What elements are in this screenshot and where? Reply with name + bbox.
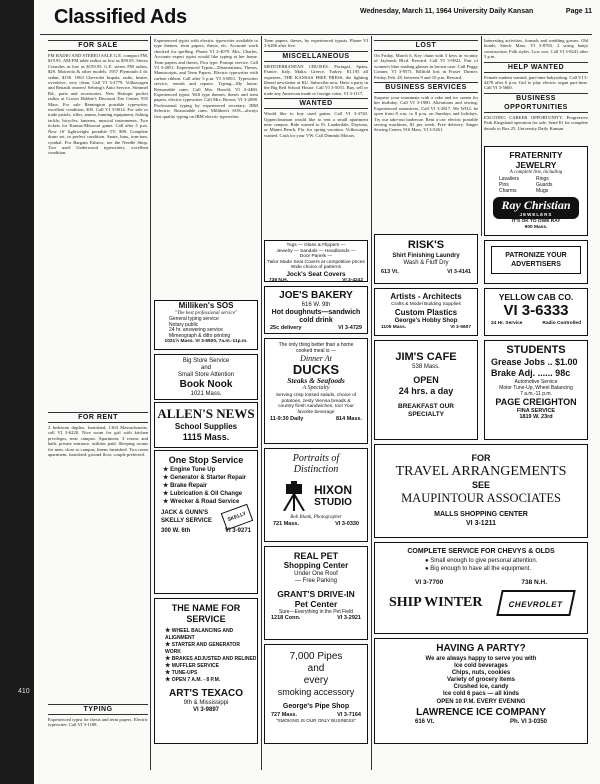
ad-millikens-sos [154,300,258,350]
classified-text: Surprise your roommate with a cake and ice cream for her birthday. Call VI 3-1980. Alterations and sewing. Experienced seamstress. Call VI 3-2817. We WILL be open from 8 a.m. to 8 p.m. on Sundays and holidays. Try our take-out barbecue. Rent a car: electric portable sewing machines, $1 per week. Free delivery. Singer Sewing Center, 916 Mass. VI 3-5261. [374,95,478,133]
ad-maupintour [374,444,588,538]
star-icon: ★ [163,467,169,473]
ad-list-item: Ice cold beverages [454,663,508,669]
classified-text: Experienced typist for thesis and term papers. Electric typewriter. Call VI 3-1188. [48,717,148,728]
classified-text: Term papers, theses, by experienced typists. Phone VI 3-6286 after five. [264,38,368,49]
ad-list-item: Chips, nuts, cookies [451,670,511,676]
section-heading: FOR RENT [48,412,148,423]
column-miscellaneous [264,38,368,238]
ad-phone: VI 3-6333 [503,302,569,319]
ad-line: 7,000 Pipes [289,651,343,662]
ad-line: Tailor Made Seat Covers at competitive prices [267,259,365,265]
classified-text: Experienced typist with electric typewriter available to type themes, term papers, thesis, etc. Accurate work checked for spelling. Phone VI 2-4079. Mrs. Charles. Accurate expert typist would like typing at her home. Term papers and theses, Pica type. Prompt service. Call VI 3-2851. Experienced Typist—Dissertations, Theses, Manuscripts, and Term Papers. Electric typewriter with carbon ribbon. Call after 5 p.m. VI 3-8811. Typewriter service, rentals and repairs. Typing—My home. Reasonable rates. Call Mrs. Harold, VI 3-4460. Experienced typist. Will type themes, theses and term papers, electric typewriter. Call Mrs. Brown, VI 3-2098. Professional typing by experienced secretary. IBM Selectric. Reasonable rates. Milliken's SOS—always first quality typing on IBM electric typewriter. [154,38,258,119]
logo-text: Ray Christian [501,198,571,212]
column-typing-services [154,38,258,296]
ad-price: 25c delivery [270,325,302,331]
column-rule [481,36,482,236]
ad-tagline: "The best professional service" [174,311,238,316]
ad-phone: VI 3-0330 [335,521,359,527]
ad-line: Automotive Service [514,379,558,385]
ad-subtitle: Shirt Finishing Laundry [392,253,460,259]
ad-name: ALLEN'S NEWS [157,406,255,421]
ad-name: LAWRENCE ICE COMPANY [416,707,546,718]
ad-phone: VI 3-7164 [337,712,361,718]
ad-address: 613 Vt. [381,269,399,275]
ad-list-item: WHEEL BALANCING AND ALIGNMENT [165,628,234,641]
ad-tagline: IT'S OK TO OWE RAY [511,219,561,224]
ad-line: Hot doughnuts—sandwich [271,309,361,316]
ad-subtitle: School Supplies [174,422,238,431]
ad-hours: 7 a.m.-11 p.m. [520,391,552,397]
ad-address: 738 N.H. [269,277,288,282]
ad-subtitle: Crafts & Model Building Supplies [391,302,461,307]
ad-name: ART'S TEXACO [168,688,244,699]
ad-subtitle: FINA SERVICE [516,408,556,414]
ad-list-item: Crushed ice, candy [453,684,509,690]
ad-address: 616 Vt. [415,719,435,725]
ad-line: and [307,663,325,674]
page-title: Classified Ads [54,6,187,28]
star-icon: ★ [163,483,169,489]
ad-line: Motor Tune-Up, Wheel Balancing [499,385,573,391]
ad-line: Grease Jobs .. $1.00 [491,357,578,367]
ad-joes-bakery [264,286,368,334]
star-icon: ★ [163,491,169,497]
ad-ducks [264,338,368,444]
ad-address: 814 Mass. [336,416,362,423]
ad-address: 900 Mass. [524,225,548,230]
ad-line: Jewelry — Sandals — Headbands — [276,248,356,254]
masthead [40,4,592,34]
column-help-wanted [484,38,588,142]
logo-text: SKELLY [226,510,248,524]
ad-phone: VI 3-9897 [192,707,220,713]
ad-line: SEE [471,480,490,490]
section-heading: HELP WANTED [484,62,588,73]
classified-text: On Friday, March 6, Key chain with 3 keys in vicinity of Jayhawk Blvd. Reward. Call VI 3-9922. Pair of women's blue reading glasses in brown case. Call Peggy Conner, VI 3-9571. Billfold lost in Fraser Theater. Friday, Feb. 28, between 9 and 10 p.m. Reward. [374,53,478,80]
column-lost [374,38,478,230]
classified-text: Female student wanted, part-time babysitting. Call VI 3-4478 after 6 p.m. Girl to play electric organ part-time. Call VI 3-5660. [484,74,588,91]
column-typing [48,702,148,768]
ad-line: FRATERNITY [509,150,563,160]
ad-line: BREAKFAST OUR [398,403,454,410]
newspaper-page [40,4,592,774]
ad-subtitle: Steaks & Seafoods [287,376,345,385]
page-edge [0,0,34,784]
ad-line: SPECIALTY [408,411,444,418]
ad-list-item: Wrecker & Road Service [170,499,240,505]
ad-name: Jock's Seat Covers [286,270,346,278]
chevrolet-logo [496,590,575,616]
ad-list-item: 24 hr. answering service [169,327,223,333]
ad-list-item: OPEN 7 A.M. - 8 P.M. [171,677,221,683]
ad-name: GRANT'S DRIVE-IN [277,589,355,599]
ad-line: TRAVEL ARRANGEMENTS [395,464,567,479]
star-icon: ★ [165,670,171,676]
ad-name: YELLOW CAB CO. [498,292,574,302]
column-for-sale [48,38,148,408]
ad-title: STUDENTS [506,344,566,356]
ad-name: SHIP WINTER [389,595,483,610]
ad-name: Milliken's SOS [178,301,234,310]
ad-grants-pet-center [264,546,368,640]
ad-phone: VI 3-9271 [224,528,251,534]
ad-line: George's Hobby Shop [394,318,458,324]
ad-line: Shopping Center [283,561,349,570]
star-icon: ★ [165,628,171,634]
ad-seat-covers [264,240,368,282]
page-number: Page 11 [565,8,592,15]
ad-name: MAUPINTOUR ASSOCIATES [401,491,561,505]
ad-line: Dinner At [300,354,332,363]
ad-lawrence-ice-company [374,638,588,744]
ad-description: Serving crisp tossed salads, choice of potatoes, zesty Vienna breads & country fresh sandwiches, too! Your favorite beverage [275,393,357,415]
ad-line: Custom Plastics [394,308,458,317]
ad-line: every [303,675,329,686]
ad-list-item: Engine Tune Up [170,467,216,473]
ad-title: COMPLETE SERVICE FOR CHEVYS & OLDS [407,548,555,555]
ad-line: A complete line, including [509,170,563,175]
logo-subtext: JEWELERS [519,212,553,217]
dateline: Wednesday, March 11, 1964 University Daily Kansan [360,8,534,15]
ad-line: OPEN 10 P.M. EVERY EVENING [436,699,526,705]
ad-line: — Free Parking [294,578,337,584]
classified-text: EXCITING CAREER OPPORTUNITY. Progressive Park Kingsland operation for sale. Send $1 for complete details to Box 25, University Daily Kansan. [484,114,588,131]
ad-photographer: Bob Blank, Photographer [290,515,342,520]
ad-address: 1115 Mass. [182,432,230,442]
section-heading: LOST [374,40,478,51]
ad-page-creighton-fina [484,340,588,440]
ad-list-item: Rings [536,176,549,182]
star-icon: ★ [165,642,171,648]
ad-line: Portraits of [292,453,340,464]
ad-georges-pipe-shop [264,644,368,744]
ad-list-item: Mimeograph & ditto printing [169,332,231,339]
ad-line: and [200,365,211,371]
ad-address: 616 W. 9th [301,302,331,308]
section-heading: FOR SALE [48,40,148,51]
ad-jims-cafe [374,340,478,440]
ad-book-nook [154,354,258,400]
ad-address: 300 W. 6th [161,528,191,534]
column-rule [150,36,151,770]
ad-line: The only thing better than a home cooked meal is — [278,342,354,354]
ad-name: JIM'S CAFE [395,351,457,363]
ad-list-item: Generator & Starter Repair [170,475,247,481]
masthead-rule [40,34,592,35]
ad-ship-winter-chevrolet [374,542,588,634]
ad-list-item: Ice cold 6 pacs — all kinds [442,691,520,697]
ad-list-item: MUFFLER SERVICE [171,663,219,669]
ad-list-item: TUNE-UPS [171,670,198,676]
ad-phone: VI 3-2921 [337,615,361,621]
ad-line: Distinction [293,464,339,475]
ad-patronize-advertisers [484,240,588,284]
classified-text: MEDITERRANEAN CRUISES. Portugal, Spain, France, Italy, Malta, Greece, Turkey. $1,195 all expenses. THE KANSAS FREE PRESS, the fighting liberal newsletter at KU. Subscribe now. Have a party in the Big Red School House. Call VI 3-5031. Buy, sell or trade any American made or foreign coins. VI 3-1117. [264,63,368,96]
ad-address: 538 Mass. [412,364,440,370]
ad-name: PAGE CREIGHTON [495,397,577,407]
ad-name: DUCKS [292,362,340,377]
bullet-icon: ● [425,566,429,572]
ad-list-item: Mugs [536,188,549,194]
ad-list-item: Notary public [169,321,199,328]
ad-list-item: Guards [536,182,553,188]
ad-list-item: Brake Repair [170,483,208,489]
ad-address: 1021 Mass. [190,391,222,397]
classified-text: FM RADIO AND STEREO SALE G.E. compact FM, $19.95. AM-FM table radios as low as $39.95. Stereo Consoles as low as $159.95. G.E. stereo FM radios, $29. Motorola & other models. 1957 Plymouth 4 dr. sedan, $150. 1963 Chevrolet Impala, radio, heater, overdrive, very clean. Call VI 3-2779. Volkswagen and Renault owners! Sebring's Auto Service, Stimmel Rd., parts and accessories. New Hottopit pocket radios at Crown Hobbie's Discount Tire Center, 935 Mass. For sale Remington portable typewriter, excellent condition, $35. Call VI 3-9014. For sale or trade pistols, rifles, ammo, hunting equipment, fishing tackle, bicycles, lanterns, musical instruments. Two tickets for Kansas-Missouri game. Call after 5 p.m. New 16' lightweight portable TV, $99. Complete drum set, in perfect condition. Snare, bass, tom-tom, cymbal. For Bargain Fabrics, see the Needle Shop. Two used Underwood typewriters, excellent condition. [48,53,148,156]
section-heading: WANTED [264,98,368,109]
ad-line: We are always happy to serve you with [425,656,537,662]
ad-line: FOR [471,453,491,463]
star-icon: ★ [163,499,169,505]
ad-phone: VI 3-7700 [415,579,444,586]
ad-line: Under One Roof [294,571,338,577]
ad-name: HIXON [313,483,352,497]
ad-line: REAL PET [293,551,339,561]
ad-phone: VI 3-4141 [447,269,471,275]
section-heading: MISCELLANEOUS [264,51,368,62]
ad-list-item: Lavaliers [499,176,520,182]
ad-subtitle: A Specialty [302,385,330,391]
ad-line: Door Panels — [299,254,333,259]
classified-text: Would like to buy used guitar. Call VI 3-4720. Upperclassman would like to rent a small apartment near campus. Ride wanted to Ft. Lauderdale, Daytona, or Miami Beach, Fla. for spring vacation. Volkswagen wanted. Cash for your VW. Call Dimmitt Motors. [264,111,368,138]
ad-phone: VI 3-4242 [342,277,363,282]
ad-yellow-cab [484,288,588,336]
ray-christian-logo [493,197,579,219]
ad-list-item: Charms [499,188,517,194]
ad-phone: VI 3-1211 [466,520,496,527]
ad-address: 721 Mass. [273,521,299,527]
ad-list-item: Variety of grocery items [446,677,516,683]
ad-line: Small Store Attention [177,372,235,378]
ad-line: PATRONIZE YOUR [505,252,567,259]
ad-name: RISK'S [407,239,445,251]
ad-title: One Stop Service [168,455,244,465]
ad-subtitle: Wash & Fluff Dry [403,260,449,266]
column-rule [261,36,262,770]
section-heading: TYPING [48,704,148,715]
ad-subtitle: STUDIO [314,497,352,508]
star-icon: ★ [165,677,171,683]
ad-georges-hobby-shop [374,288,478,336]
ad-title: HAVING A PARTY? [436,643,526,654]
ad-allens-news [154,402,258,448]
classified-text: 2 bedroom duplex, furnished, 1304 Massachusetts, call VI 3-6220. Nice room for girl with kitchen privileges, near campus. Apartment, 3 rooms and bath, private entrance, utilities paid. Sleeping rooms for men, close to campus, linens furnished. Two room apartment, furnished, ground floor, couple preferred. [48,425,148,458]
logo-text: CHEVROLET [507,600,564,609]
ad-address: 738 N.H. [521,579,547,586]
section-heading: BUSINESS OPPORTUNITIES [484,93,588,113]
ad-slogan: "SMOKING IS OUR ONLY BUSINESS" [276,718,356,723]
skelly-logo [221,504,253,530]
ad-line: Wide choice of patterns [290,265,342,270]
ad-phone: VI 3-4729 [338,325,362,331]
bullet-icon: ● [425,558,429,564]
ad-hours: 11-9:30 Daily [270,416,304,423]
column-rule [371,36,372,770]
ad-line: smoking accessory [277,687,355,697]
ad-name-2: Pet Center [294,599,338,609]
edge-mark: 410 [18,688,30,695]
ad-address: 1105 Mass. [381,325,407,330]
ad-hixon-studio [264,448,368,542]
ad-line: JEWELRY [515,160,557,170]
star-icon: ★ [165,656,171,662]
ad-address: 9th & Mississippi [183,700,229,706]
ad-arts-texaco [154,598,258,744]
ad-address: MALLS SHOPPING CENTER [434,511,528,518]
ad-title: THE NAME FOR SERVICE [171,603,241,624]
ad-risks-laundry [374,234,478,284]
star-icon: ★ [163,475,169,481]
ad-name: Artists - Architects [390,292,462,301]
ad-list-item: General typing service [169,316,219,322]
ad-line: 24 Hr. Service [491,321,523,326]
ad-list-item: Small enough to give personal attention. [430,558,538,564]
ad-name: Book Nook [179,379,233,390]
ad-list-item: Lubrication & Oil Change [170,491,243,497]
ad-phone: Ph. VI 3-0350 [509,719,547,725]
ad-line: Brake Adj. ...... 98c [491,368,571,378]
ad-line: 24 hrs. a day [398,386,454,396]
star-icon: ★ [165,663,171,669]
ad-name: George's Pipe Shop [282,703,350,710]
ad-address: 1819 W. 23rd [519,414,553,420]
ad-list-item: STARTER AND GENERATOR WORK [165,642,240,655]
ad-list-item: BRAKES ADJUSTED AND RELINED [171,656,257,662]
section-heading: BUSINESS SERVICES [374,82,478,93]
ad-skelly-service [154,450,258,594]
ad-line: Big Store Service [182,358,230,364]
ad-name: JACK & GUNN'S SKELLY SERVICE [161,510,212,524]
classified-text: Interesting activities, formals and wedding gowns. Old bonds, Stieck Mass. VI 3-8765. 2 string banjo construction. Folk styles. Low cost. Call VI 3-8241 after 5 p.m. [484,38,588,60]
ad-address: 727 Mass. [271,712,297,718]
ad-phone: VI 3-5607 [450,325,471,330]
camera-tripod-icon [280,481,308,511]
ad-ray-christian-jewelers [484,146,588,236]
ad-list-item: Pins [499,182,509,188]
ad-line: OPEN [413,375,439,385]
column-for-rent [48,410,148,700]
ad-subtitle: Sure—Everything in the Pet Field [279,609,353,615]
ad-line: cold drink [299,317,333,324]
ad-line: Togs — Glass & Flippers — [286,243,346,248]
ad-name: JOE'S BAKERY [279,290,353,301]
ad-line: ADVERTISERS [511,261,561,268]
ad-list-item: Big enough to have all the equipment. [430,566,532,572]
ad-address: 1218 Conn. [271,615,301,621]
ad-line: Radio Controlled [542,321,581,326]
ad-address: 1021½ Mass. VI 3-5920, 7a.m.-11p.m. [164,339,248,344]
